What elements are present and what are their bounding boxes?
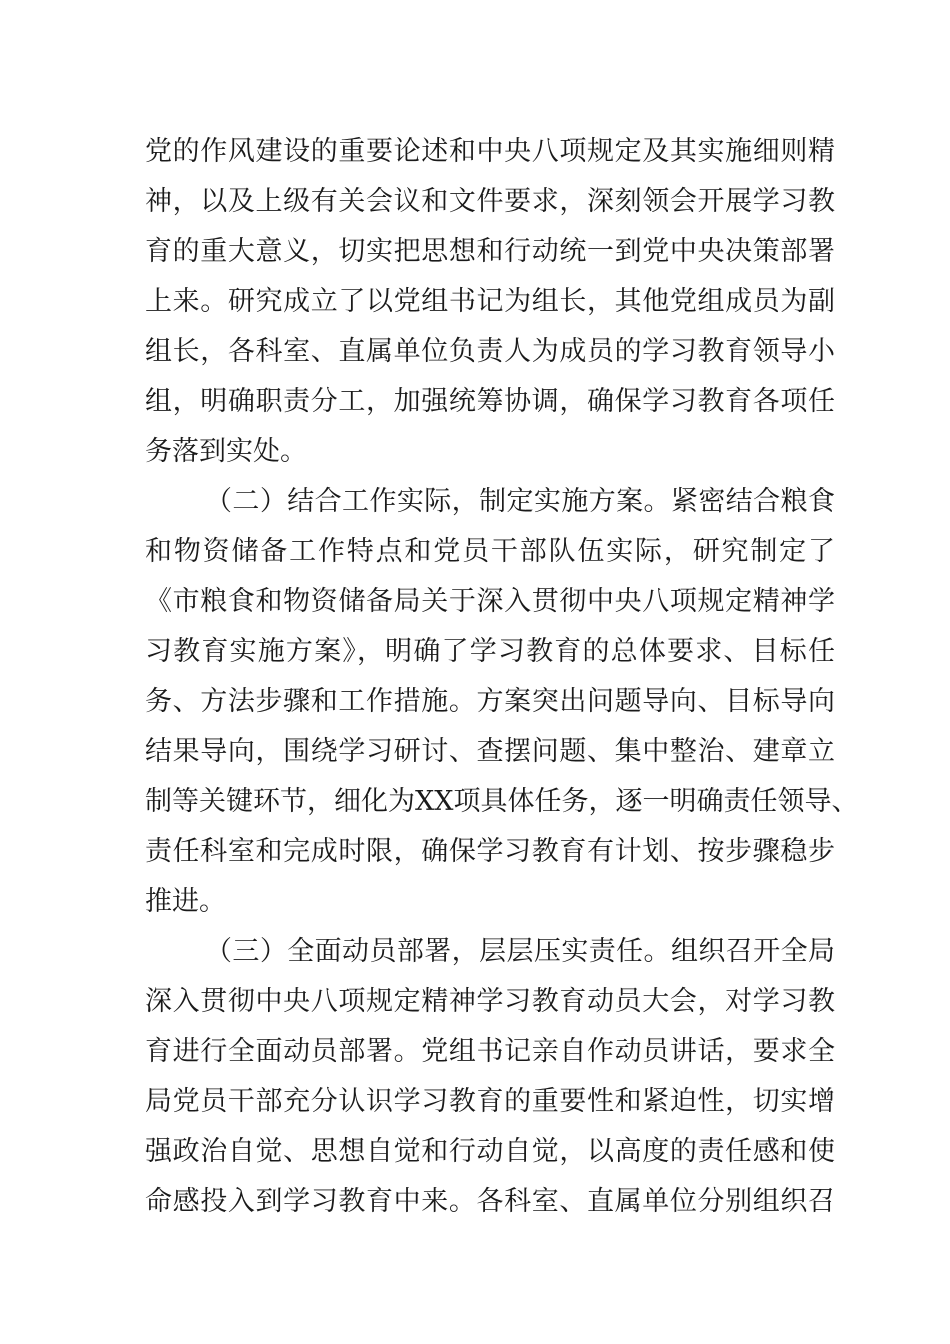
- text-line: 深入贯彻中央八项规定精神学习教育动员大会，对学习教: [145, 986, 835, 1017]
- section-heading-line: （二）结合工作实际，制定实施方案。紧密结合粮食: [205, 486, 835, 517]
- section-heading-line: （三）全面动员部署，层层压实责任。组织召开全局: [205, 936, 835, 967]
- text-line: 习教育实施方案》，明确了学习教育的总体要求、目标任: [145, 636, 835, 667]
- text-line: 命感投入到学习教育中来。各科室、直属单位分别组织召: [145, 1186, 835, 1217]
- text-line: 党的作风建设的重要论述和中央八项规定及其实施细则精: [145, 136, 835, 167]
- text-line: 强政治自觉、思想自觉和行动自觉，以高度的责任感和使: [145, 1136, 835, 1167]
- text-line: 育进行全面动员部署。党组书记亲自作动员讲话，要求全: [145, 1036, 835, 1067]
- text-line: 局党员干部充分认识学习教育的重要性和紧迫性，切实增: [145, 1086, 835, 1117]
- text-line: 《市粮食和物资储备局关于深入贯彻中央八项规定精神学: [145, 586, 835, 617]
- text-line: 推进。: [145, 886, 226, 917]
- text-line: 务、方法步骤和工作措施。方案突出问题导向、目标导向: [145, 686, 835, 717]
- text-line: 责任科室和完成时限，确保学习教育有计划、按步骤稳步: [145, 836, 835, 867]
- text-line: 组，明确职责分工，加强统筹协调，确保学习教育各项任: [145, 386, 835, 417]
- text-line: 制等关键环节，细化为XX项具体任务，逐一明确责任领导、: [145, 786, 859, 817]
- text-line: 组长，各科室、直属单位负责人为成员的学习教育领导小: [145, 336, 835, 367]
- text-line: 务落到实处。: [145, 436, 307, 467]
- text-line: 上来。研究成立了以党组书记为组长，其他党组成员为副: [145, 286, 835, 317]
- text-line: 神，以及上级有关会议和文件要求，深刻领会开展学习教: [145, 186, 835, 217]
- text-line: 结果导向，围绕学习研讨、查摆问题、集中整治、建章立: [145, 736, 835, 767]
- text-line: 育的重大意义，切实把思想和行动统一到党中央决策部署: [145, 236, 835, 267]
- text-line: 和物资储备工作特点和党员干部队伍实际，研究制定了: [145, 536, 835, 567]
